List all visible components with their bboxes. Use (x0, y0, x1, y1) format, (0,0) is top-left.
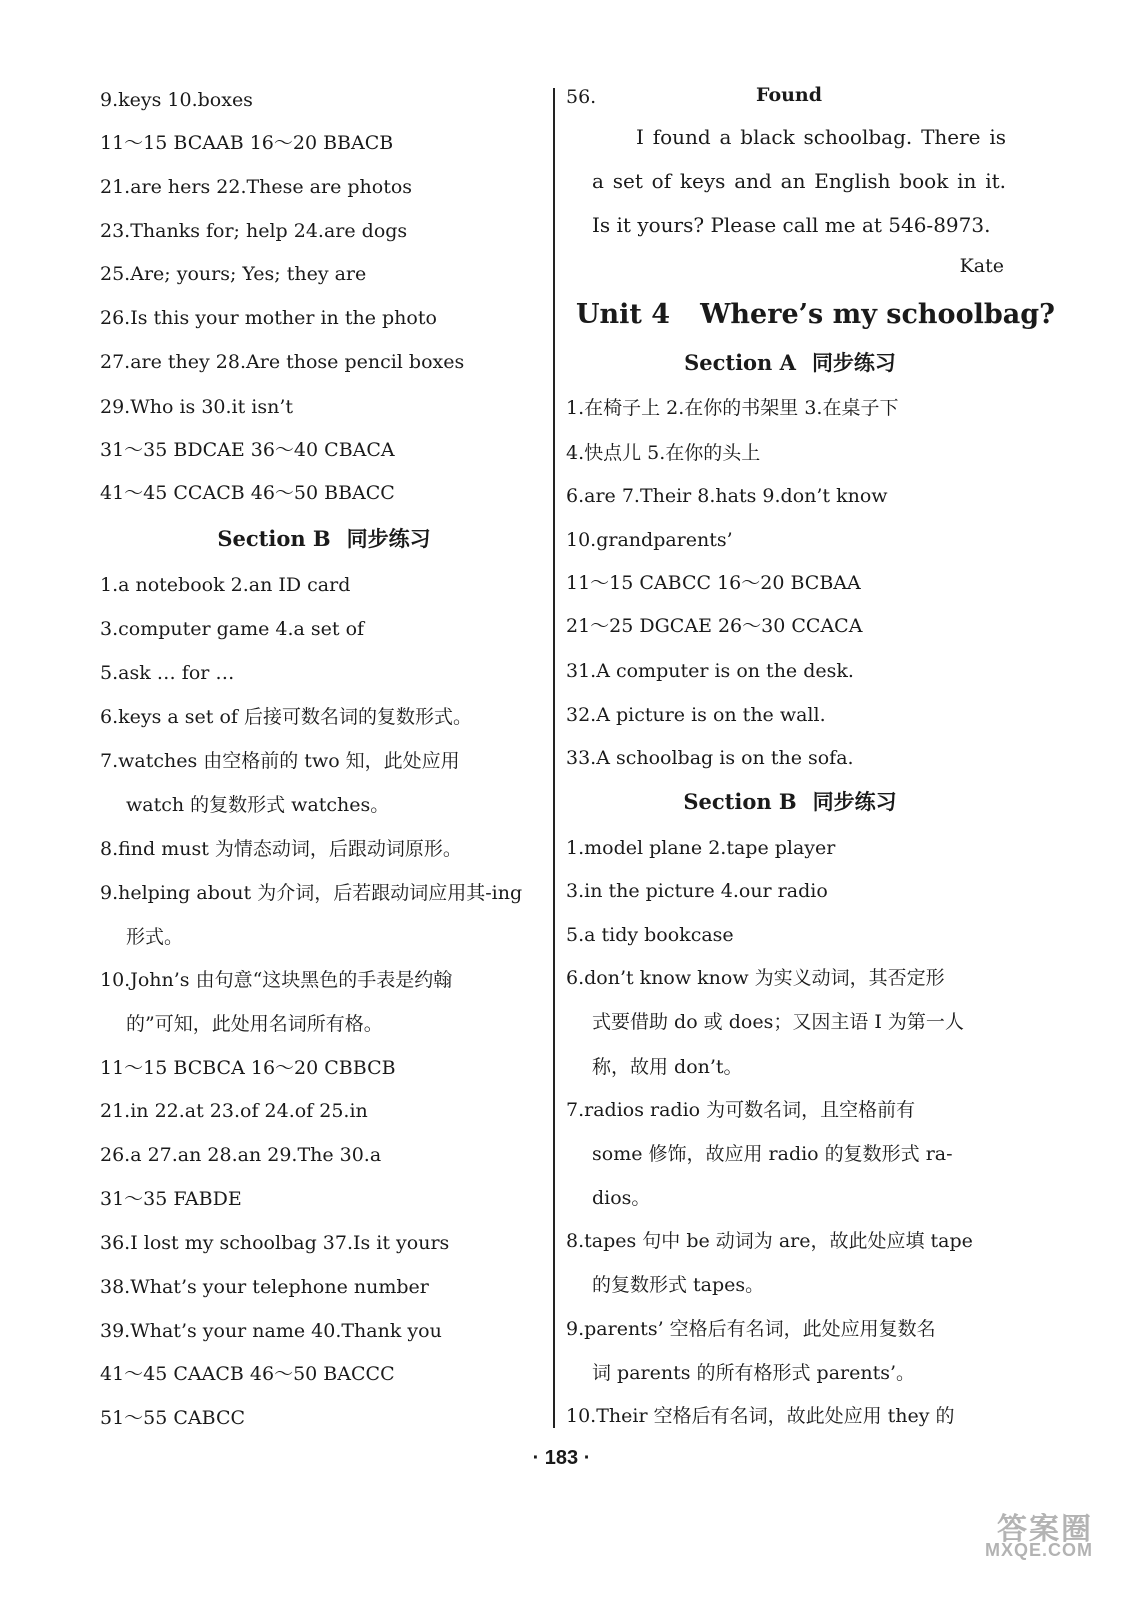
answer-line: 11～15 BCBCA 16～20 CBBCB (100, 1057, 396, 1079)
answer-line: 9.helping about 为介词，后若跟动词应用其-ing (100, 882, 523, 904)
answer-line: 6.keys a set of 后接可数名词的复数形式。 (100, 706, 472, 728)
answer-line: 41～45 CAACB 46～50 BACCC (100, 1363, 395, 1385)
answer-line: 8.find must 为情态动词，后跟动词原形。 (100, 838, 462, 860)
section-title: Section B (217, 526, 331, 551)
answer-line: 38.What’s your telephone number (100, 1276, 429, 1298)
answer-line: 33.A schoolbag is on the sofa. (566, 747, 854, 769)
unit-title: Where’s my schoolbag? (700, 299, 1055, 330)
watermark-logo: 答案圈 (997, 1513, 1093, 1546)
notice-signer: Kate (959, 255, 1004, 277)
answer-line: 5.a tidy bookcase (566, 924, 734, 946)
notice-body: I found a black schoolbag. There is a set of keys and an English book in it. Is it yours? Please call me at 546-8973. (592, 125, 1006, 237)
answer-line: 23.Thanks for; help 24.are dogs (100, 220, 408, 242)
answer-line: 8.tapes 句中 be 动词为 are，故此处应填 tape (566, 1230, 973, 1252)
answer-line: 21～25 DGCAE 26～30 CCACA (566, 615, 863, 637)
answer-line: 称，故用 don’t。 (592, 1056, 743, 1078)
section-subtitle: 同步练习 (811, 351, 896, 375)
answer-line: dios。 (592, 1187, 651, 1209)
answer-line: 形式。 (126, 926, 184, 948)
answer-line: 36.I lost my schoolbag 37.Is it yours (100, 1232, 450, 1254)
answer-line: 25.Are; yours; Yes; they are (100, 263, 367, 285)
column-divider (553, 88, 555, 1428)
answer-line: 的复数形式 tapes。 (592, 1274, 765, 1296)
notice-title: Found (756, 84, 823, 106)
answer-line: 10.Their 空格后有名词，故此处应用 they 的 (566, 1405, 955, 1427)
answer-line: 26.a 27.an 28.an 29.The 30.a (100, 1144, 382, 1166)
section-heading (566, 350, 1014, 376)
answer-line: 51～55 CABCC (100, 1407, 246, 1429)
watermark-url: MXQE.COM (984, 1540, 1093, 1560)
answer-line: 31.A computer is on the desk. (566, 660, 854, 682)
answer-line: 41～45 CCACB 46～50 BBACC (100, 482, 395, 504)
question-number: 56. (566, 86, 597, 108)
section-title: Section B (683, 789, 797, 814)
answer-line: 27.are they 28.Are those pencil boxes (100, 351, 465, 373)
answer-line: 1.a notebook 2.an ID card (100, 574, 351, 596)
answer-line: 7.watches 由空格前的 two 知，此处应用 (100, 750, 460, 772)
answer-line: 3.computer game 4.a set of (100, 618, 365, 640)
unit-number: Unit 4 (576, 299, 671, 330)
answer-line: 21.are hers 22.These are photos (100, 176, 413, 198)
answer-line: 31～35 BDCAE 36～40 CBACA (100, 439, 395, 461)
watermark (933, 1504, 1093, 1564)
section-title: Section A (684, 350, 796, 375)
answer-line: 21.in 22.at 23.of 24.of 25.in (100, 1100, 368, 1122)
section-heading (100, 526, 548, 552)
section-heading (566, 789, 1014, 815)
answer-line: 的”可知，此处用名词所有格。 (126, 1013, 383, 1035)
unit-heading (576, 298, 1055, 332)
answer-line: 6.are 7.Their 8.hats 9.don’t know (566, 485, 888, 507)
answer-line: 11～15 BCAAB 16～20 BBACB (100, 132, 394, 154)
answer-line: 7.radios radio 为可数名词，且空格前有 (566, 1099, 916, 1121)
answer-line: some 修饰，故应用 radio 的复数形式 ra- (592, 1143, 953, 1165)
answer-line: 10.John’s 由句意“这块黑色的手表是约翰 (100, 969, 453, 991)
answer-line: watch 的复数形式 watches。 (126, 794, 390, 816)
answer-line: 4.快点儿 5.在你的头上 (566, 442, 761, 464)
answer-line: 1.在椅子上 2.在你的书架里 3.在桌子下 (566, 397, 899, 419)
answer-line: 29.Who is 30.it isn’t (100, 396, 294, 418)
answer-line: 词 parents 的所有格形式 parents’。 (592, 1362, 916, 1384)
answer-line: 6.don’t know know 为实义动词，其否定形 (566, 967, 945, 989)
answer-line: 31～35 FABDE (100, 1188, 242, 1210)
answer-line: 式要借助 do 或 does；又因主语 I 为第一人 (592, 1011, 964, 1033)
answer-line: 11～15 CABCC 16～20 BCBAA (566, 572, 861, 594)
answer-line: 32.A picture is on the wall. (566, 704, 826, 726)
answer-line: 39.What’s your name 40.Thank you (100, 1320, 442, 1342)
section-subtitle: 同步练习 (812, 790, 897, 814)
answer-line: 9.parents’ 空格后有名词，此处应用复数名 (566, 1318, 936, 1340)
answer-line: 1.model plane 2.tape player (566, 837, 836, 859)
answer-line: 26.Is this your mother in the photo (100, 307, 437, 329)
page-number: · 183 · (532, 1447, 591, 1469)
answer-line: 5.ask … for … (100, 662, 235, 684)
answer-line: 10.grandparents’ (566, 529, 733, 551)
answer-line: 9.keys 10.boxes (100, 89, 253, 111)
answer-line: 3.in the picture 4.our radio (566, 880, 828, 902)
section-subtitle: 同步练习 (346, 527, 431, 551)
